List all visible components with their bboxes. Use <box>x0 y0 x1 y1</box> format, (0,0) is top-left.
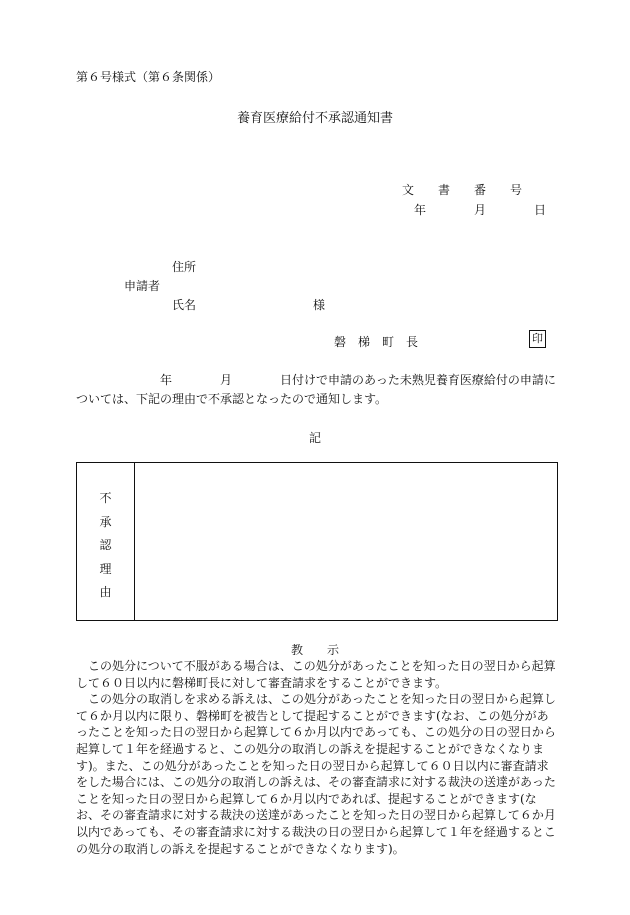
document-number-label: 文 書 番 号 <box>402 183 523 197</box>
reason-label <box>77 487 134 605</box>
date-line: 年 月 日 <box>414 203 547 217</box>
notice-paragraph: この処分の取消しを求める訴えは、この処分があったことを知った日の翌日から起算して６か月以内に限り、磐梯町を被告として提起することができます(なお、この処分があったことを知った日の翌日から起算して６か月以内であっても、この処分の日の翌日から起算して１年を経過すると、この処分の取消しの訴えを提起することができなくなります)。また、この処分があったことを知った日の翌日から起算して６０日以内に審査請求をした場合には、この処分の取消しの訴えは、その審査請求に対する裁決の送達があったことを知った日の翌日から起算して６か月以内であれば、提起することができます(なお、その審査請求に対する裁決の送達があったことを知った日の翌日から起算して６か月以内であっても、その審査請求に対する裁決の日の翌日から起算して１年を経過するとこの処分の取消しの訴えを提起することができなくなります)。 <box>76 692 556 856</box>
reason-char: 認 <box>99 538 112 552</box>
seal-mark: 印 <box>529 330 546 348</box>
form-number: 第６号様式（第６条関係） <box>76 70 221 84</box>
notice-title: 教 示 <box>290 643 339 657</box>
body-text: 年 月 日付けで申請のあった未熟児養育医療給付の申請については、下記の理由で不承認となったので通知します。 <box>76 373 556 406</box>
notice-text <box>76 658 558 857</box>
reason-char: 不 <box>99 491 112 505</box>
reason-char: 由 <box>99 585 112 599</box>
reason-char: 承 <box>99 514 112 529</box>
reason-label-column <box>77 463 135 620</box>
ki-heading: 記 <box>308 431 321 445</box>
document-title: 養育医療給付不承認通知書 <box>236 111 393 126</box>
reason-char: 理 <box>99 561 112 576</box>
applicant-label: 申請者 <box>124 279 161 293</box>
honorific-sama: 様 <box>313 298 326 312</box>
reason-box <box>76 462 558 621</box>
notice-paragraph: この処分について不服がある場合は、この処分があったことを知った日の翌日から起算して６０日以内に磐梯町長に対して審査請求をすることができます。 <box>76 659 556 690</box>
name-label: 氏名 <box>172 298 197 312</box>
address-label: 住所 <box>172 260 197 274</box>
mayor-title: 磐 梯 町 長 <box>334 335 419 349</box>
